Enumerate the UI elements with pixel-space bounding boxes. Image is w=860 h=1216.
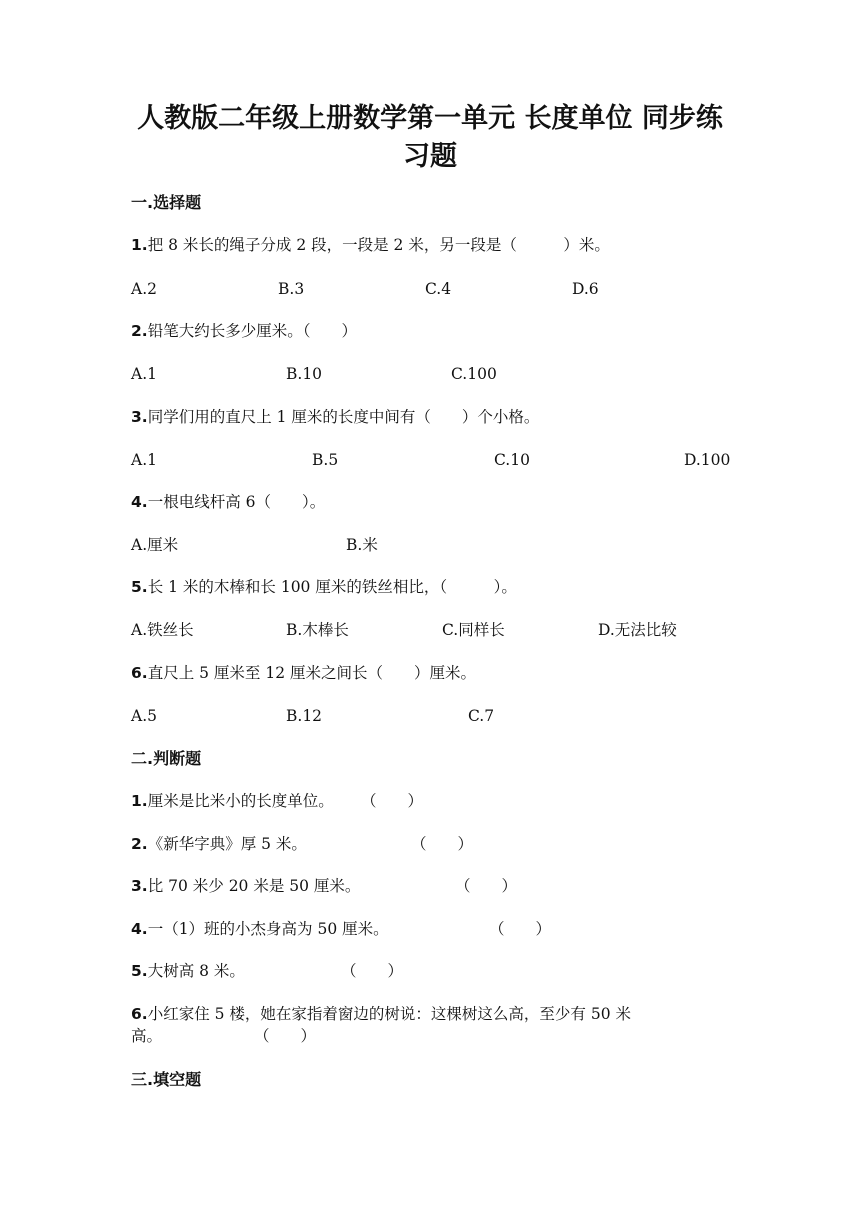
question-number: 5. xyxy=(131,962,148,980)
question-number: 4. xyxy=(131,493,148,511)
answer-blank[interactable]: （ ） xyxy=(361,792,424,810)
choice-options-6 xyxy=(131,706,771,726)
choice-question-4 xyxy=(131,492,325,512)
section-heading-fill: 三.填空题 xyxy=(131,1070,202,1089)
answer-blank[interactable]: （ ） xyxy=(455,877,518,895)
question-number: 6. xyxy=(131,664,148,682)
question-number: 2. xyxy=(131,835,148,853)
question-text: 长 1 米的木棒和长 100 厘米的铁丝相比，（ ）。 xyxy=(147,578,517,596)
judge-question-5 xyxy=(131,961,245,981)
section-heading-choice: 一.选择题 xyxy=(131,193,202,212)
choice-options-5 xyxy=(131,620,771,640)
option-a[interactable]: A.1 xyxy=(131,365,157,383)
question-text: 同学们用的直尺上 1 厘米的长度中间有（ ）个小格。 xyxy=(147,408,540,426)
question-text: 一根电线杆高 6（ ）。 xyxy=(147,493,326,511)
answer-blank[interactable]: （ ） xyxy=(489,920,552,938)
option-d[interactable]: D.无法比较 xyxy=(598,621,677,639)
judge-question-4 xyxy=(131,919,389,939)
choice-options-2 xyxy=(131,364,771,384)
judge-question-6 xyxy=(131,1004,631,1024)
page-title xyxy=(0,100,860,176)
option-b[interactable]: B.米 xyxy=(346,536,378,554)
question-number: 2. xyxy=(131,322,148,340)
choice-options-3 xyxy=(131,450,771,470)
page-title-line-2: 习题 xyxy=(403,141,457,172)
option-a[interactable]: A.厘米 xyxy=(131,536,179,554)
choice-options-1 xyxy=(131,279,771,299)
choice-options-4 xyxy=(131,535,771,555)
question-text: 厘米是比米小的长度单位。 xyxy=(147,792,334,810)
question-text: 直尺上 5 厘米至 12 厘米之间长（ ）厘米。 xyxy=(147,664,476,682)
option-b[interactable]: B.木棒长 xyxy=(286,621,349,639)
question-text: 大树高 8 米。 xyxy=(147,962,245,980)
choice-question-1 xyxy=(131,235,610,255)
option-b[interactable]: B.3 xyxy=(278,280,305,298)
question-text: 比 70 米少 20 米是 50 厘米。 xyxy=(147,877,361,895)
option-a[interactable]: A.1 xyxy=(131,451,157,469)
question-text-continued: 高。 xyxy=(131,1027,163,1045)
question-number: 3. xyxy=(131,877,148,895)
page-title-line-1: 人教版二年级上册数学第一单元 长度单位 同步练 xyxy=(137,103,723,134)
judge-question-1 xyxy=(131,791,334,811)
choice-question-6 xyxy=(131,663,476,683)
option-b[interactable]: B.12 xyxy=(286,707,323,725)
choice-question-2 xyxy=(131,321,357,341)
option-d[interactable]: D.6 xyxy=(572,280,599,298)
answer-blank[interactable]: （ ） xyxy=(254,1027,317,1045)
option-a[interactable]: A.铁丝长 xyxy=(131,621,194,639)
answer-blank[interactable]: （ ） xyxy=(411,835,474,853)
option-c[interactable]: C.7 xyxy=(468,707,495,725)
option-c[interactable]: C.4 xyxy=(425,280,452,298)
question-number: 5. xyxy=(131,578,148,596)
judge-question-3 xyxy=(131,876,360,896)
question-number: 6. xyxy=(131,1005,148,1023)
option-c[interactable]: C.同样长 xyxy=(442,621,505,639)
question-text: 《新华字典》厚 5 米。 xyxy=(147,835,307,853)
choice-question-5 xyxy=(131,577,517,597)
question-text: 把 8 米长的绳子分成 2 段，一段是 2 米，另一段是（ ）米。 xyxy=(147,236,610,254)
option-d[interactable]: D.100 xyxy=(684,451,731,469)
question-text: 小红家住 5 楼，她在家指着窗边的树说：这棵树这么高，至少有 50 米 xyxy=(147,1005,631,1023)
question-number: 1. xyxy=(131,792,148,810)
question-text: 铅笔大约长多少厘米。（ ） xyxy=(147,322,357,340)
question-number: 4. xyxy=(131,920,148,938)
answer-blank[interactable]: （ ） xyxy=(341,962,404,980)
choice-question-3 xyxy=(131,407,539,427)
judge-question-6-continued xyxy=(131,1026,162,1046)
option-c[interactable]: C.10 xyxy=(494,451,530,469)
option-c[interactable]: C.100 xyxy=(451,365,497,383)
question-number: 1. xyxy=(131,236,148,254)
option-a[interactable]: A.2 xyxy=(131,280,157,298)
question-number: 3. xyxy=(131,408,148,426)
question-text: 一（1）班的小杰身高为 50 厘米。 xyxy=(147,920,389,938)
section-heading-judge: 二.判断题 xyxy=(131,749,202,768)
judge-question-2 xyxy=(131,834,307,854)
option-b[interactable]: B.10 xyxy=(286,365,323,383)
option-a[interactable]: A.5 xyxy=(131,707,157,725)
option-b[interactable]: B.5 xyxy=(312,451,339,469)
